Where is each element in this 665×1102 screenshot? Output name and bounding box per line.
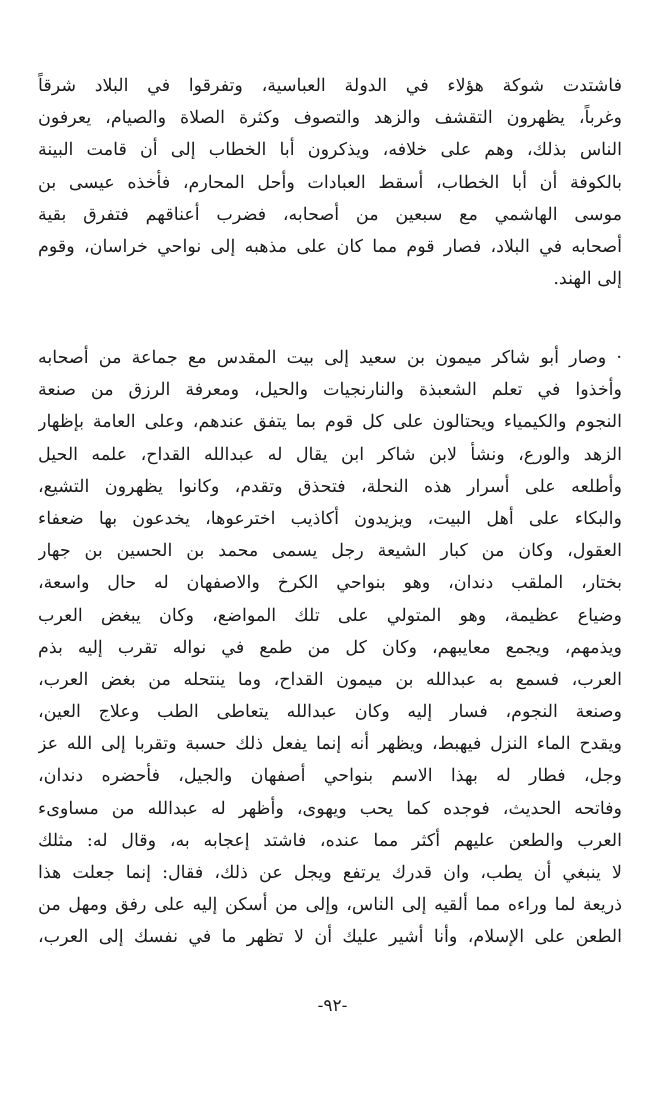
text-line: بختار، الملقب دندان، وهو بنواحي الكرخ والاصفهان له حال واسعة، [38,573,622,594]
text-line: ذريعة لما وراءه مما ألقيه إلى الناس، وإلى من أسكن إليه على رفق ومهل من [38,895,622,916]
text-line: وصنعة النجوم، فسار إليه وكان عبدالله يتعاطى الطب وعلاج العين، [38,702,622,723]
text-line: العرب، فسمع به عبدالله بن ميمون القداح، وما ينتحله من بغض العرب، [38,669,622,690]
text-line: إلى الهند. [553,269,622,290]
text-line: · وصار أبو شاكر ميمون بن سعيد إلى بيت المقدس مع جماعة من أصحابه [38,348,622,368]
text-line: موسى الهاشمي مع سبعين من أصحابه، فضرب أعناقهم فتفرق بقية [38,204,622,225]
text-line: وفاتحه الحديث، فوجده كما يحب ويهوى، وأظهر له عبدالله من مساوىء [38,798,622,819]
text-line: وضياع عظيمة، وهو المتولي على تلك المواضع، وكان يبغض العرب [38,605,622,626]
text-line: وأطلعه على أسرار هذه النحلة، فتحذق وتقدم، وكانوا يظهرون التشيع، [38,476,622,497]
text-line: النجوم والكيمياء ويحتالون على كل قوم بما يتفق عندهم، وعلى العامة بإظهار [38,412,622,433]
text-line: والبكاء على أهل البيت، ويزيدون أكاذيب اخترعوها، يخدعون بها ضعفاء [38,508,622,529]
text-line: العقول، وكان من كبار الشيعة رجل يسمى محمد بن الحسين بن جهار [38,541,622,562]
text-line: الطعن على الإسلام، وأنا أشير عليك أن لا تظهر ما في نفسك إلى العرب، [38,927,622,948]
text-line: وأخذوا في تعلم الشعبذة والنارنجيات والحيل، ومعرفة الرزق من صنعة [38,380,622,401]
text-line: فاشتدت شوكة هؤلاء في الدولة العباسية، وتفرقوا في البلاد شرقاً [38,76,622,96]
paragraph-2 [38,342,622,954]
paragraph-1 [38,70,622,295]
text-line: وغرباً، يظهرون التقشف والزهد والتصوف وكثرة الصلاة والصيام، يعرفون [38,108,622,129]
text-line: وجل، فطار له بهذا الاسم بنواحي أصفهان والجيل، فأحضره دندان، [38,766,622,787]
page-number: -٩٢- [317,996,348,1016]
text-line: العرب والطعن عليهم أكثر مما عنده، فاشتد إعجابه به، وقال له: مثلك [38,830,622,851]
text-line: الناس بذلك، وهم على خلافه، ويذكرون أبا الخطاب إلى أن قامت البينة [38,140,622,161]
text-line: ويذمهم، ويجمع معايبهم، وكان كل من طمع في نواله تقرب إليه بذم [38,637,622,658]
text-line: الزهد والورع، ونشأ لابن شاكر ابن يقال له عبدالله القداح، علمه الحيل [38,444,622,465]
text-line: أصحابه في البلاد، فصار قوم مما كان على مذهبه إلى نواحي خراسان، وقوم [38,236,622,257]
text-line: لا ينبغي أن يطب، وان قدرك يرتفع ويجل عن ذلك، فقال: إنما جعلت هذا [38,863,622,883]
text-line: بالكوفة أن أبا الخطاب، أسقط العبادات وأحل المحارم، فأخذه عيسى بن [38,172,622,193]
text-line: ويقدح الماء النزل فيهبط، ويظهر أنه إنما يفعل ذلك حسبة وتقربا إلى الله عز [38,734,622,755]
